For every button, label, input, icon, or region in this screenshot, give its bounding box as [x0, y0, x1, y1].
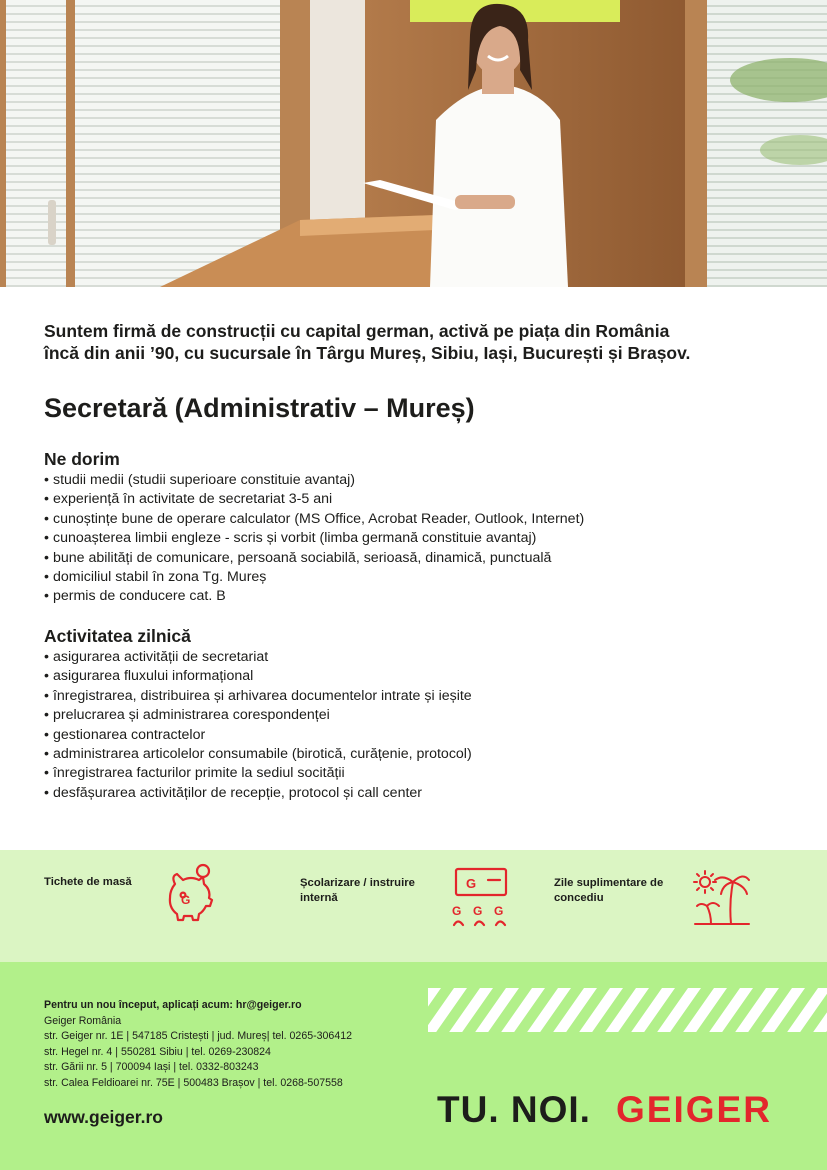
contact-block: [44, 998, 352, 1092]
geiger-logo: GEIGER: [616, 1089, 772, 1130]
list-item: • prelucrarea și administrarea corespondenței: [44, 706, 764, 725]
list-item: • înregistrarea, distribuirea și arhivarea documentelor intrate și ieșite: [44, 687, 764, 706]
receptionist-photo: [0, 0, 827, 287]
piggy-bank-icon: [165, 862, 215, 924]
palm-sun-icon: [693, 868, 751, 928]
svg-text:G: G: [466, 876, 477, 891]
list-item: • bune abilități de comunicare, persoană sociabilă, serioasă, dinamică, punctuală: [44, 549, 764, 568]
svg-text:G: G: [494, 904, 504, 918]
job-title: Secretară (Administrativ – Mureș): [44, 393, 475, 423]
list-item: • domiciliul stabil în zona Tg. Mureș: [44, 568, 764, 587]
list-item: • experiență în activitate de secretariat 3-5 ani: [44, 490, 764, 509]
list-item: • permis de conducere cat. B: [44, 587, 764, 606]
list-item: • cunoașterea limbii engleze - scris și vorbit (limba germană constituie avantaj): [44, 529, 764, 548]
svg-text:G: G: [473, 904, 483, 918]
svg-text:G: G: [181, 893, 191, 907]
hero-photo: [0, 0, 827, 287]
training-icon: [450, 866, 512, 928]
decorative-stripes: [428, 988, 827, 1032]
list-item: • asigurarea activității de secretariat: [44, 648, 764, 667]
activities-heading: Activitatea zilnică: [44, 626, 191, 646]
intro-line-1: Suntem firmă de construcții cu capital german, activă pe piața din România: [44, 321, 670, 341]
address-line: str. Hegel nr. 4 | 550281 Sibiu | tel. 0269-230824: [44, 1045, 271, 1058]
requirements-heading: Ne dorim: [44, 449, 120, 469]
website-link[interactable]: www.geiger.ro: [44, 1107, 163, 1127]
apply-cta[interactable]: Pentru un nou început, aplicați acum: hr@geiger.ro: [44, 999, 302, 1011]
list-item: • administrarea articolelor consumabile (birotică, curățenie, protocol): [44, 745, 764, 764]
requirements-list: [44, 471, 764, 607]
benefit-meal-tickets: Tichete de masă: [44, 876, 132, 888]
benefit-extra-leave: Zile suplimentare de concediu: [554, 877, 664, 904]
list-item: • studii medii (studii superioare constituie avantaj): [44, 471, 764, 490]
list-item: • desfășurarea activităților de recepție, protocol și call center: [44, 784, 764, 803]
address-line: str. Calea Feldioarei nr. 75E | 500483 Brașov | tel. 0268-507558: [44, 1076, 343, 1089]
activities-list: [44, 648, 764, 803]
requirements-section: [44, 449, 764, 607]
company-intro: [44, 320, 784, 364]
benefit-training: Școlarizare / instruire internă: [300, 877, 415, 904]
svg-text:G: G: [452, 904, 462, 918]
address-line: str. Geiger nr. 1E | 547185 Cristești | jud. Mureș| tel. 0265-306412: [44, 1030, 352, 1043]
list-item: • gestionarea contractelor: [44, 726, 764, 745]
activities-section: [44, 626, 764, 803]
address-line: str. Gării nr. 5 | 700094 Iași | tel. 0332-803243: [44, 1061, 259, 1074]
list-item: • înregistrarea facturilor primite la sediul socității: [44, 764, 764, 783]
company-name: Geiger România: [44, 1014, 122, 1027]
list-item: • asigurarea fluxului informațional: [44, 667, 764, 686]
slogan: TU. NOI.: [437, 1089, 591, 1130]
list-item: • cunoștințe bune de operare calculator (MS Office, Acrobat Reader, Outlook, Internet): [44, 510, 764, 529]
intro-line-2: încă din anii ’90, cu sucursale în Târgu Mureș, Sibiu, Iași, București și Brașov.: [44, 343, 691, 363]
